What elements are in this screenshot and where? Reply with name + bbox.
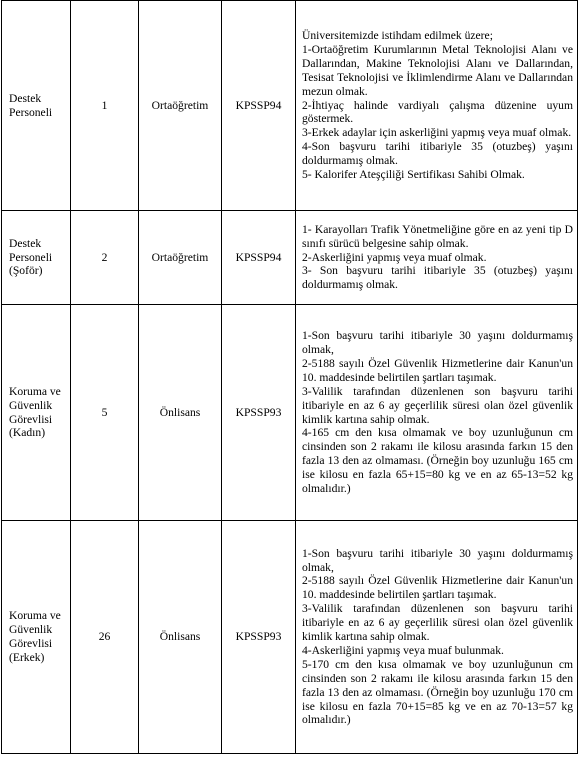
- requirements-cell: [296, 1, 578, 211]
- position-cell: [2, 1, 71, 211]
- position-label: Güvenlik: [9, 398, 53, 412]
- position-label: Koruma ve: [9, 384, 61, 398]
- requirement-item: 1- Karayolları Trafik Yönetmeliğine göre en az yeni tip D sınıfı sürücü belgesine sahip olmak.: [302, 222, 573, 250]
- position-label: Görevlisi: [9, 637, 53, 650]
- table-row: [2, 1, 578, 211]
- position-label: Personeli: [9, 105, 53, 119]
- requirement-item: 3-Valilik tarafından düzenlenen son başvuru tarihi itibariyle en az 6 ay geçerlilik süresi olan özel güvenlik kimlik kartına sahip olmak.: [302, 602, 573, 644]
- requirement-item: 1-Son başvuru tarihi itibariyle 30 yaşını doldurmamış olmak,: [302, 329, 573, 356]
- table-row: [2, 305, 578, 521]
- requirement-item: 5-170 cm den kısa olmamak ve boy uzunluğunun cm cinsinden son 2 rakamı ile kilosu arasında farkın 15 den fazla 13 den az olmaması. (Örneğin boy uzunluğu 170 cm ise kilosu en fazla 70+15=85 kg ve en az 70-13=57 kg olmalıdır.): [302, 657, 573, 727]
- position-cell: [2, 521, 71, 754]
- requirement-item: 4-Askerliğini yapmış veya muaf bulunmak.: [302, 643, 504, 657]
- kpss-cell: KPSSP94: [222, 211, 296, 305]
- requirement-item: 5- Kalorifer Ateşçiliği Sertifikası Sahibi Olmak.: [302, 168, 525, 182]
- job-requirements-table: [1, 0, 578, 754]
- requirement-item: 1-Ortaöğretim Kurumlarının Metal Teknolojisi Alanı ve Dallarından, Makine Teknolojisi Alanı ve Dallarından, Tesisat Teknolojisi ve İklimlendirme Alanı ve Dallarından mezun olmak.: [302, 42, 573, 98]
- position-label: Koruma ve: [9, 609, 61, 623]
- position-label: Görevlisi: [9, 412, 53, 426]
- kpss-cell: KPSSP94: [222, 1, 296, 211]
- position-label: (Şoför): [9, 264, 43, 278]
- requirement-item: 2-5188 sayılı Özel Güvenlik Hizmetlerine dair Kanun'un 10. maddesinde belirtilen şartları taşımak.: [302, 356, 573, 384]
- education-cell: Ortaöğretim: [139, 211, 222, 305]
- table-row: [2, 521, 578, 754]
- position-cell: [2, 305, 71, 521]
- requirements-cell: [296, 521, 578, 754]
- requirement-item: 3-Erkek adaylar için askerliğini yapmış veya muaf olmak.: [302, 126, 572, 140]
- education-cell: Önlisans: [139, 305, 222, 521]
- requirement-item: 3- Son başvuru tarihi itibariyle 35 (otuzbeş) yaşını doldurmamış olmak.: [302, 264, 573, 292]
- table-row: [2, 211, 578, 305]
- position-label: (Kadın): [9, 426, 46, 440]
- count-cell: 26: [71, 521, 139, 754]
- requirement-item: 2-İhtiyaç halinde vardiyalı çalışma düzenine uyum göstermek.: [302, 98, 573, 126]
- position-label: Destek: [9, 91, 42, 105]
- requirement-item: 4-165 cm den kısa olmamak ve boy uzunluğunun cm cinsinden son 2 rakamı ile kilosu arasında farkın 15 den fazla 13 den az olmaması. (Örneğin boy uzunluğu 165 cm ise kilosu en fazla 65+15=80 kg ve en az 65-13=52 kg olmalıdır.): [302, 426, 573, 496]
- position-cell: [2, 211, 71, 305]
- requirement-item: 4-Son başvuru tarihi itibariyle 35 (otuzbeş) yaşını doldurmamış olmak.: [302, 140, 573, 168]
- requirement-item: 2-Askerliğini yapmış veya muaf olmak.: [302, 250, 487, 264]
- education-cell: Önlisans: [139, 521, 222, 754]
- requirements-cell: [296, 211, 578, 305]
- position-label: Güvenlik: [9, 623, 53, 637]
- requirements-cell: [296, 305, 578, 521]
- position-label: Destek: [9, 236, 42, 250]
- kpss-cell: KPSSP93: [222, 305, 296, 521]
- count-cell: 2: [71, 211, 139, 305]
- requirement-item: 1-Son başvuru tarihi itibariyle 30 yaşını doldurmamış olmak,: [302, 546, 573, 574]
- position-label: Personeli: [9, 250, 53, 264]
- requirement-item: Üniversitemizde istihdam edilmek üzere;: [302, 29, 493, 43]
- requirement-item: 2-5188 sayılı Özel Güvenlik Hizmetlerine dair Kanun'un 10. maddesinde belirtilen şartları taşımak.: [302, 574, 573, 602]
- count-cell: 5: [71, 305, 139, 521]
- count-cell: 1: [71, 1, 139, 211]
- position-label: (Erkek): [9, 650, 45, 664]
- requirement-item: 3-Valilik tarafından düzenlenen son başvuru tarihi itibariyle en az 6 ay geçerlilik süresi olan özel güvenlik kimlik kartına sahip olmak.: [302, 384, 573, 426]
- education-cell: Ortaöğretim: [139, 1, 222, 211]
- kpss-cell: KPSSP93: [222, 521, 296, 754]
